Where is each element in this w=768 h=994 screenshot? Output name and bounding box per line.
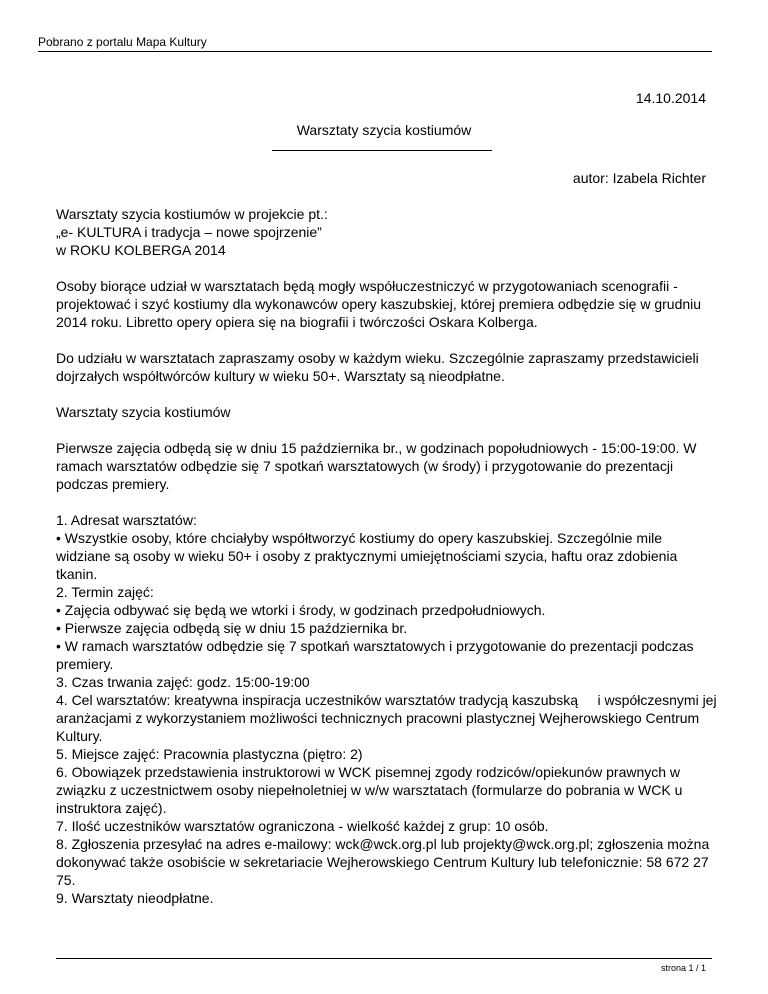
intro-line: Warsztaty szycia kostiumów w projekcie pt.: (56, 206, 328, 222)
list-item: 6. Obowiązek przedstawienia instruktorowi w WCK pisemnej zgody rodziców/opiekunów prawnych w związku z uczestnictwem osoby niepełnoletniej w w/w warsztatach (formularze do pobrania w WCK u instruktora zajęć). (56, 764, 683, 816)
list-item: 9. Warsztaty nieodpłatne. (56, 890, 214, 906)
paragraph: Do udziału w warsztatach zapraszamy osoby w każdym wieku. Szczególnie zapraszamy przedstawicieli dojrzałych współtwórców kultury w wieku 50+. Warsztaty są nieodpłatne. (56, 350, 699, 384)
list-item: • Zajęcia odbywać się będą we wtorki i środy, w godzinach przedpołudniowych. (56, 602, 546, 618)
list-item: • Pierwsze zajęcia odbędą się w dniu 15 października br. (56, 620, 408, 636)
header-divider (38, 51, 712, 52)
article-author: autor: Izabela Richter (572, 170, 706, 186)
title-underline (272, 150, 492, 151)
article-date: 14.10.2014 (635, 90, 706, 106)
list-item: 4. Cel warsztatów: kreatywna inspiracja uczestników warsztatów tradycją kaszubską i współczesnymi jej aranżacjami z wykorzystaniem możliwości technicznych pracowni plastycznej Wejherowskiego Centrum Kultury. (56, 692, 721, 744)
intro-line: w ROKU KOLBERGA 2014 (56, 242, 226, 258)
list-item: 5. Miejsce zajęć: Pracownia plastyczna (piętro: 2) (56, 746, 363, 762)
list-item: 1. Adresat warsztatów: (56, 512, 197, 528)
intro-block (56, 205, 718, 259)
paragraph: Pierwsze zajęcia odbędą się w dniu 15 października br., w godzinach popołudniowych - 15:00-19:00. W ramach warsztatów odbędzie się 7 spotkań warsztatowych (w środy) i przygotowanie do prezentacji podczas premiery. (56, 440, 697, 492)
list-item: • Wszystkie osoby, które chciałyby współtworzyć kostiumy do opery kaszubskiej. Szczególnie mile widziane są osoby w wieku 50+ i osoby z praktycznymi umiejętnościami szycia, haftu oraz zdobienia tkanin. (56, 530, 678, 582)
page-number: strona 1 / 1 (660, 963, 706, 973)
page-header-source: Pobrano z portalu Mapa Kultury (38, 35, 207, 49)
list-item: 8. Zgłoszenia przesyłać na adres e-mailowy: wck@wck.org.pl lub projekty@wck.org.pl; zgłoszenia można dokonywać także osobiście w sekretariacie Wejherowskiego Centrum Kultury lub telefonicznie: 58 672 27 75. (56, 836, 710, 888)
list-item: 3. Czas trwania zajęć: godz. 15:00-19:00 (56, 674, 310, 690)
article-body (56, 205, 721, 907)
list-item: • W ramach warsztatów odbędzie się 7 spotkań warsztatowych i przygotowanie do prezentacji podczas premiery. (56, 638, 694, 672)
paragraph: Osoby biorące udział w warsztatach będą mogły współuczestniczyć w przygotowaniach scenografii - projektować i szyć kostiumy dla wykonawców opery kaszubskiej, której premiera odbędzie się w grudniu 2014 roku. Libretto opery opiera się na biografii i twórczości Oskara Kolberga. (56, 278, 702, 330)
article-title: Warsztaty szycia kostiumów (296, 122, 472, 138)
details-list (56, 511, 721, 907)
list-item: 7. Ilość uczestników warsztatów ograniczona - wielkość każdej z grup: 10 osób. (56, 818, 549, 834)
intro-line: „e- KULTURA i tradycja – nowe spojrzenie” (56, 224, 322, 240)
list-item: 2. Termin zajęć: (56, 584, 154, 600)
footer-divider (56, 958, 712, 959)
section-heading: Warsztaty szycia kostiumów (56, 404, 231, 420)
